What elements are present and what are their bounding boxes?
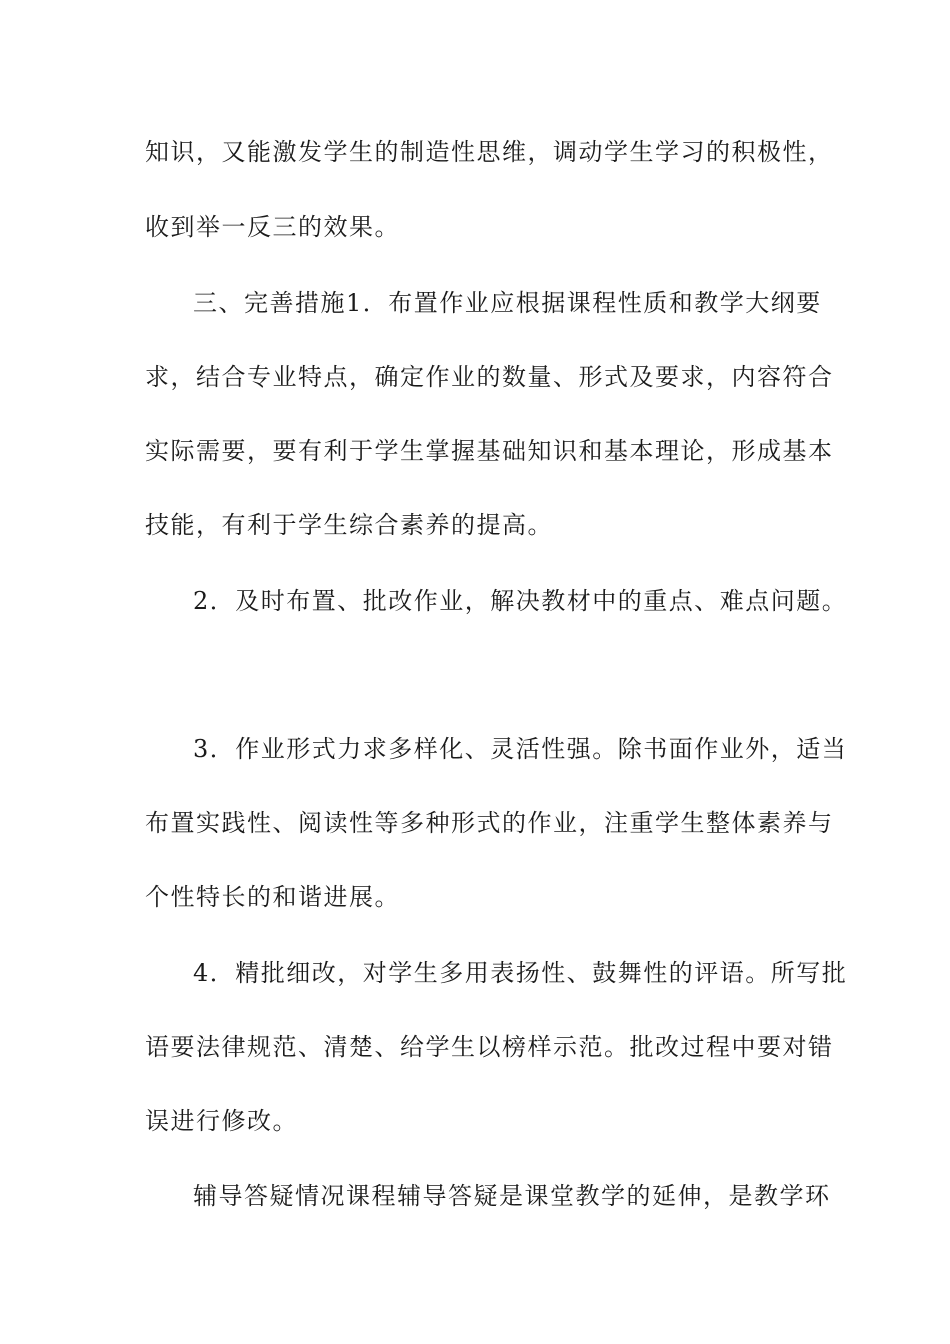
text-line: 实际需要，要有利于学生掌握基础知识和基本理论，形成基本: [145, 437, 834, 465]
text-line: 语要法律规范、清楚、给学生以榜样示范。批改过程中要对错: [145, 1033, 834, 1061]
text-line: 技能，有利于学生综合素养的提高。: [145, 511, 553, 539]
text-line: 知识，又能激发学生的制造性思维，调动学生学习的积极性，: [145, 138, 834, 166]
text-line: 布置实践性、阅读性等多种形式的作业，注重学生整体素养与: [145, 809, 834, 837]
text-line: 辅导答疑情况课程辅导答疑是课堂教学的延伸，是教学环: [193, 1182, 831, 1210]
text-line: 三、完善措施1．布置作业应根据课程性质和教学大纲要: [193, 289, 822, 317]
text-line: 收到举一反三的效果。: [145, 213, 400, 241]
text-line: 3．作业形式力求多样化、灵活性强。除书面作业外，适当: [193, 735, 848, 763]
text-line: 2．及时布置、批改作业，解决教材中的重点、难点问题。: [193, 587, 848, 615]
text-line: 个性特长的和谐进展。: [145, 883, 400, 911]
text-line: 误进行修改。: [145, 1107, 298, 1135]
text-line: 4．精批细改，对学生多用表扬性、鼓舞性的评语。所写批: [193, 959, 848, 987]
text-line: 求，结合专业特点，确定作业的数量、形式及要求，内容符合: [145, 363, 834, 391]
